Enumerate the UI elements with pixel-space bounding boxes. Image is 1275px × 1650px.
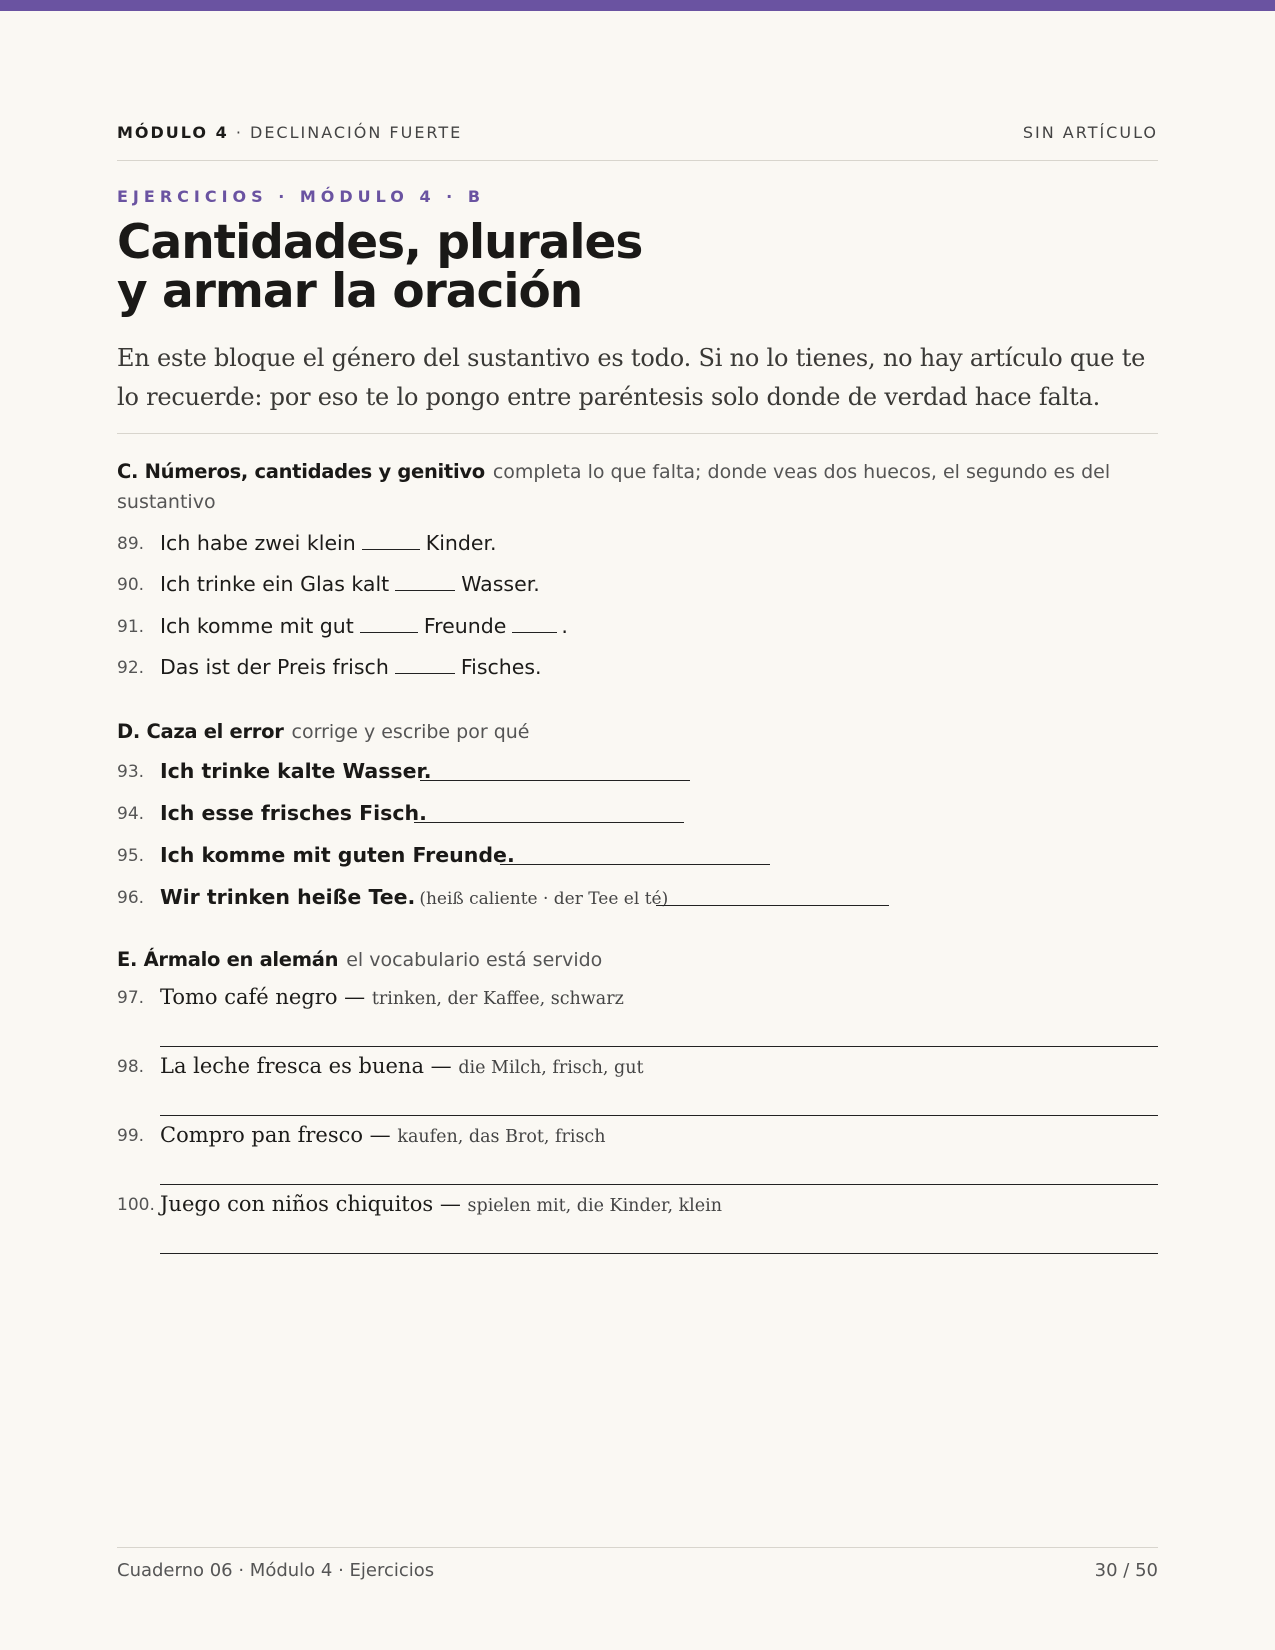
intro-divider	[117, 433, 1158, 434]
header-section: DECLINACIÓN FUERTE	[250, 123, 463, 142]
answer-line[interactable]	[656, 905, 889, 906]
answer-line[interactable]	[500, 864, 770, 865]
footer-divider	[117, 1547, 1158, 1548]
running-header: MÓDULO 4 · DECLINACIÓN FUERTE SIN ARTÍCULO	[117, 123, 1158, 142]
header-divider	[117, 160, 1158, 161]
fill-blank[interactable]	[512, 614, 557, 633]
answer-line[interactable]	[420, 780, 690, 781]
answer-line[interactable]	[160, 1046, 1158, 1047]
answer-line[interactable]	[160, 1253, 1158, 1254]
answer-line[interactable]	[160, 1115, 1158, 1116]
header-module: MÓDULO 4	[117, 123, 229, 142]
intro-paragraph: En este bloque el género del sustantivo es todo. Si no lo tienes, no hay artículo que te lo recuerde: por eso te lo pongo entre paréntesis solo donde de verdad hace falta.	[117, 344, 1146, 411]
page-number: 30 / 50	[1094, 1560, 1158, 1581]
fill-blank[interactable]	[362, 531, 420, 550]
page-title: Cantidades, plurales y armar la oración	[117, 215, 643, 319]
fill-blank[interactable]	[395, 572, 455, 591]
top-accent-bar	[0, 0, 1275, 11]
fill-blank[interactable]	[395, 655, 455, 674]
header-right: SIN ARTÍCULO	[1022, 123, 1158, 142]
answer-line[interactable]	[160, 1184, 1158, 1185]
footer-source: Cuaderno 06 · Módulo 4 · Ejercicios	[117, 1560, 435, 1581]
eyebrow-label: EJERCICIOS · MÓDULO 4 · B	[117, 187, 486, 206]
section-d-heading: D. Caza el error corrige y escribe por qué	[117, 720, 530, 743]
section-e-heading: E. Ármalo en alemán el vocabulario está servido	[117, 948, 603, 971]
fill-blank[interactable]	[360, 614, 418, 633]
answer-line[interactable]	[414, 822, 684, 823]
section-c-heading: C. Números, cantidades y genitivo completa lo que falta; donde veas dos huecos, el segundo es del sustantivo	[117, 460, 1111, 513]
